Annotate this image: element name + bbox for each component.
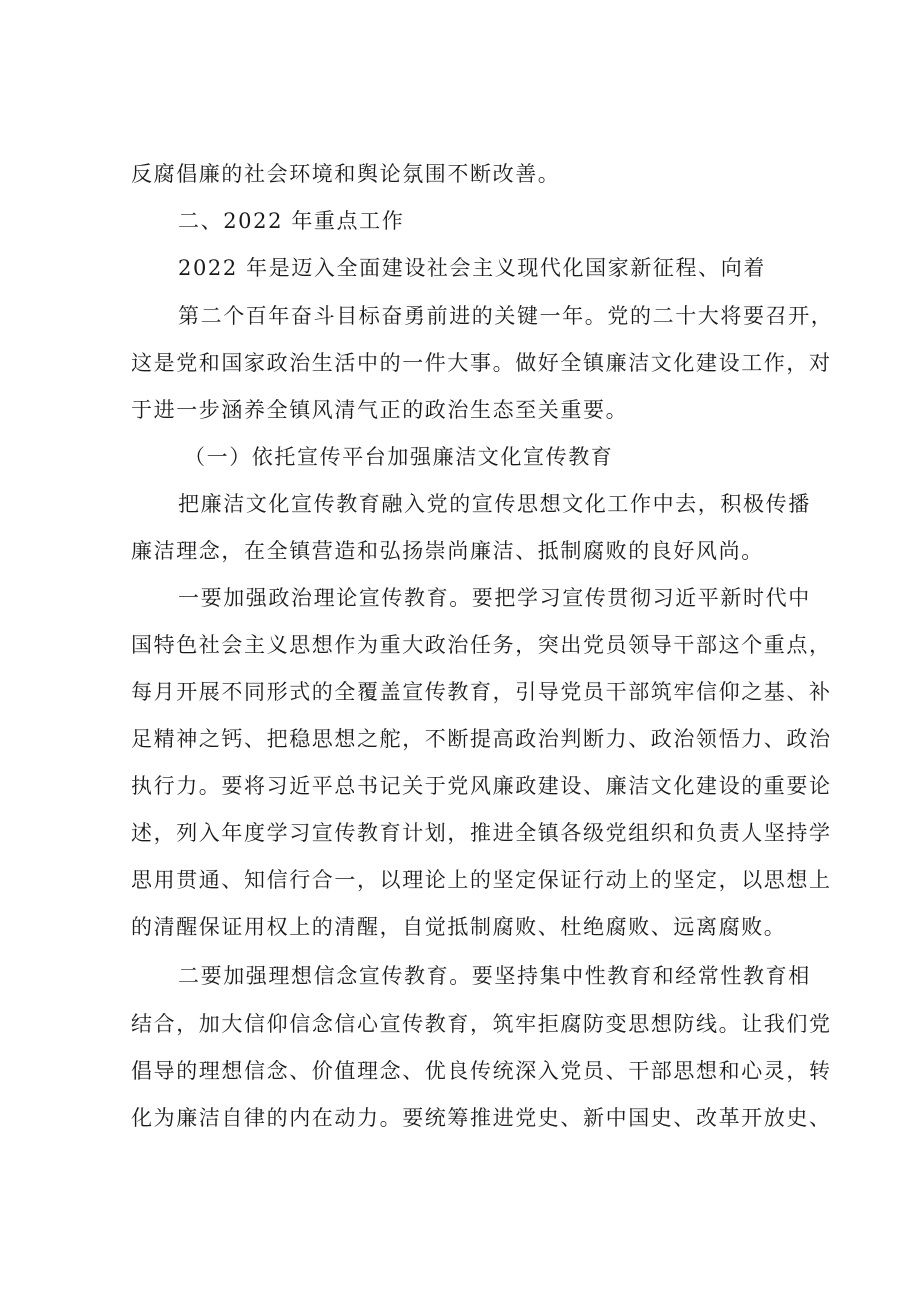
- text-line: 这是党和国家政治生活中的一件大事。做好全镇廉洁文化建设工作，对: [131, 351, 832, 375]
- text-line: 二要加强理想信念宣传教育。要坚持集中性教育和经常性教育相: [178, 964, 811, 988]
- text-line: 化为廉洁自律的内在动力。要统筹推进党史、新中国史、改革开放史、: [131, 1106, 832, 1130]
- text-line: 足精神之钙、把稳思想之舵，不断提高政治判断力、政治领悟力、政治: [131, 727, 832, 751]
- text-line: 结合，加大信仰信念信心宣传教育，筑牢拒腐防变思想防线。让我们党: [131, 1012, 832, 1036]
- text-line: 述，列入年度学习宣传教育计划，推进全镇各级党组织和负责人坚持学: [131, 821, 832, 845]
- text-line: 倡导的理想信念、价值理念、优良传统深入党员、干部思想和心灵，转: [131, 1059, 832, 1083]
- text-line: 国特色社会主义思想作为重大政治任务，突出党员领导干部这个重点，: [131, 633, 832, 657]
- text-line: 廉洁理念，在全镇营造和弘扬崇尚廉洁、抵制腐败的良好风尚。: [131, 539, 764, 563]
- text-line: 于进一步涵养全镇风清气正的政治生态至关重要。: [131, 398, 629, 422]
- text-line: 一要加强政治理论宣传教育。要把学习宣传贯彻习近平新时代中: [178, 586, 811, 610]
- text-line: 把廉洁文化宣传教育融入党的宣传思想文化工作中去，积极传播: [178, 492, 811, 516]
- text-line: 执行力。要将习近平总书记关于党风廉政建设、廉洁文化建设的重要论: [131, 774, 832, 798]
- text-line: 反腐倡廉的社会环境和舆论氛围不断改善。: [131, 162, 561, 186]
- text-line: 每月开展不同形式的全覆盖宣传教育，引导党员干部筑牢信仰之基、补: [131, 680, 832, 704]
- subsection-heading: （一）依托宣传平台加强廉洁文化宣传教育: [184, 445, 614, 469]
- text-line: 的清醒保证用权上的清醒，自觉抵制腐败、杜绝腐败、远离腐败。: [131, 915, 787, 939]
- text-line: 第二个百年奋斗目标奋勇前进的关键一年。党的二十大将要召开，: [178, 304, 834, 328]
- text-line: 2022 年是迈入全面建设社会主义现代化国家新征程、向着: [178, 256, 766, 280]
- text-line: 思用贯通、知信行合一，以理论上的坚定保证行动上的坚定，以思想上: [131, 868, 832, 892]
- section-heading: 二、2022 年重点工作: [178, 209, 405, 233]
